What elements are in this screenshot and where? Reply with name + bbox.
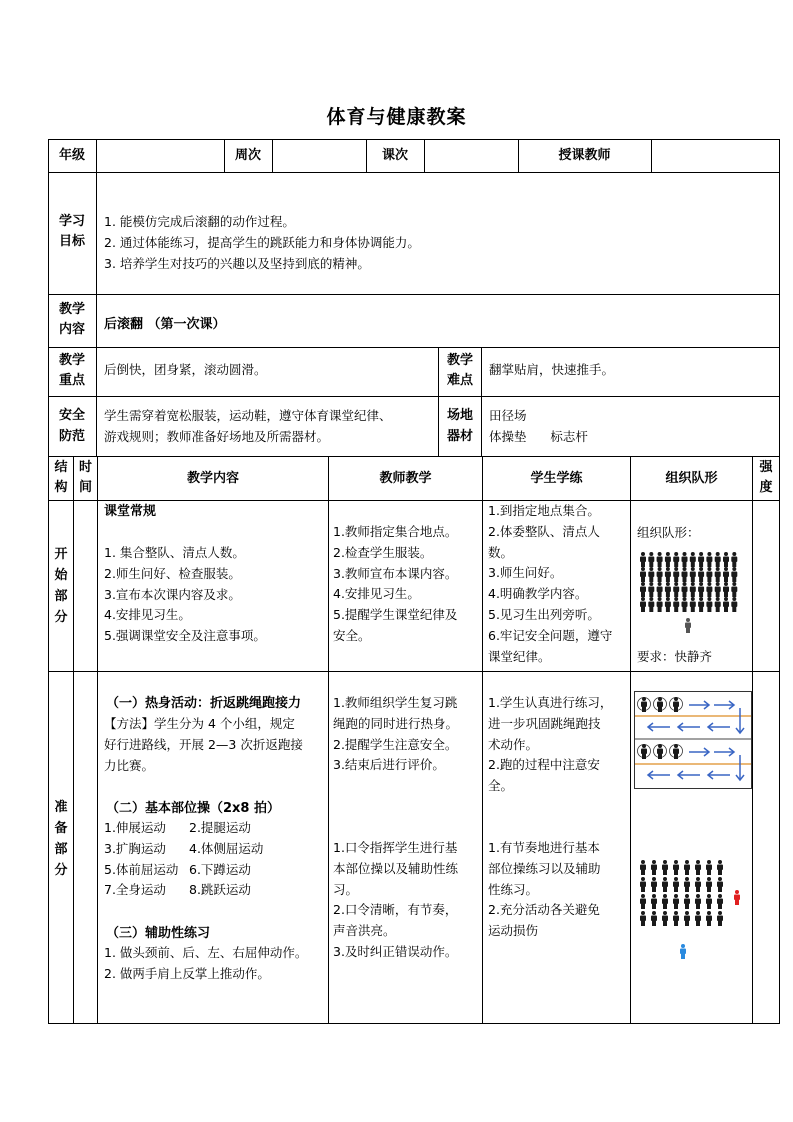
list-item: 性练习。 <box>488 881 539 897</box>
venue-line: 田径场 <box>489 408 527 423</box>
teacher-icon <box>734 890 740 905</box>
list-item: 2.跑的过程中注意安 <box>488 757 600 773</box>
start-formation-diagram <box>638 550 748 640</box>
list-item: 2.师生问好、检查服装。 <box>104 565 241 581</box>
header-char: 强 <box>759 460 773 475</box>
list-item: 1. 集合整队、清点人数。 <box>104 545 245 560</box>
list-item: 2.充分活动各关避免 <box>488 902 600 918</box>
col-line <box>96 172 97 456</box>
list-item: 1. 能模仿完成后滚翻的动作过程。 <box>104 214 295 229</box>
teacher-icon <box>685 618 691 633</box>
col-line <box>328 456 329 1023</box>
student-icon <box>706 894 712 909</box>
student-icon <box>673 582 679 597</box>
student-icon <box>648 567 654 582</box>
list-item: 习。 <box>333 881 359 897</box>
student-icon <box>640 877 646 892</box>
student-icon <box>717 877 723 892</box>
difficulty-label-line: 难点 <box>446 373 473 388</box>
student-icon <box>640 911 646 926</box>
col-line <box>424 139 425 172</box>
header-char: 时 <box>78 460 92 475</box>
exercise-item: 4.体侧屈运动 <box>189 840 264 856</box>
student-icon <box>731 552 737 567</box>
list-item: 5.见习生出列旁听。 <box>488 606 600 622</box>
list-item: 进一步巩固跳绳跑技 <box>488 715 601 731</box>
key-points-value: 后倒快，团身紧，滚动圆滑。 <box>104 362 267 377</box>
exercise-item: 2.提腿运动 <box>189 820 251 835</box>
list-item: 2.口令清晰，有节奏， <box>333 902 458 918</box>
list-item: 绳跑的同时进行热身。 <box>333 715 459 731</box>
list-item: 4.安排见习生。 <box>333 586 420 602</box>
student-icon <box>651 877 657 892</box>
prep-section-label <box>53 797 69 881</box>
start-content-title: 课堂常规 <box>104 504 157 519</box>
student-icon <box>717 860 723 875</box>
student-icon <box>723 567 729 582</box>
objectives-list <box>104 212 420 274</box>
student-icon <box>706 860 712 875</box>
start-teacher-list <box>333 522 457 647</box>
list-item: 课堂纪律。 <box>488 648 551 664</box>
content-label-line: 教学 <box>58 302 85 317</box>
safety-text <box>104 405 392 447</box>
row-line <box>48 294 780 295</box>
student-icon <box>723 597 729 612</box>
student-icon <box>662 911 668 926</box>
student-icon <box>731 567 737 582</box>
venue-label <box>439 405 481 447</box>
start-student-list <box>488 501 612 667</box>
list-item: 安全。 <box>333 627 371 643</box>
relay-diagram <box>634 691 752 789</box>
list-item: 4.安排见习生。 <box>104 607 191 623</box>
student-icon <box>706 582 712 597</box>
start-section-label <box>53 544 69 628</box>
list-item: 2. 做两手肩上反掌上推动作。 <box>104 965 270 981</box>
student-icon <box>662 877 668 892</box>
student-icon <box>690 582 696 597</box>
objectives-label <box>50 212 94 252</box>
student-icon <box>706 911 712 926</box>
list-item: 3.教师宣布本课内容。 <box>333 565 458 581</box>
list-item: 3.师生问好。 <box>488 565 563 581</box>
page-title: 体育与健康教案 <box>326 106 467 128</box>
content-value: 后滚翻 （第一次课） <box>104 317 226 332</box>
header-time <box>74 458 97 498</box>
formation-label: 组织队形： <box>637 525 700 540</box>
student-icon <box>673 597 679 612</box>
list-item: 1.到指定地点集合。 <box>488 503 600 518</box>
student-icon <box>695 860 701 875</box>
exercise-row <box>104 860 263 881</box>
list-item: 3.结束后进行评价。 <box>333 757 445 773</box>
student-icon <box>662 894 668 909</box>
warmup-line: 力比赛。 <box>104 757 155 773</box>
header-formation: 组织队形 <box>665 471 718 486</box>
student-icon <box>657 552 663 567</box>
student-icon <box>651 911 657 926</box>
grade-label: 年级 <box>58 148 85 163</box>
venue-line: 体操垫 标志杆 <box>489 429 588 444</box>
header-student: 学生学练 <box>530 471 583 486</box>
row-line-top <box>48 139 780 140</box>
student-icon <box>682 582 688 597</box>
difficulty-label-line: 教学 <box>446 353 473 368</box>
student-icon <box>640 567 646 582</box>
list-item: 3. 培养学生对技巧的兴趣以及坚持到底的精神。 <box>104 255 370 271</box>
list-item: 4.明确教学内容。 <box>488 586 588 602</box>
venue-text <box>489 405 588 447</box>
student-icon <box>640 582 646 597</box>
header-intensity <box>753 458 779 498</box>
student-icon <box>690 567 696 582</box>
list-item: 1.教师指定集合地点。 <box>333 524 458 539</box>
content-label <box>50 300 94 340</box>
exercise-row <box>104 839 263 860</box>
student-icon <box>731 597 737 612</box>
student-icon <box>673 552 679 567</box>
prep-student-list-b <box>488 838 601 942</box>
safety-label-line: 防范 <box>58 429 85 444</box>
student-icon <box>665 582 671 597</box>
student-icon <box>673 894 679 909</box>
student-icon <box>698 567 704 582</box>
exercise-row <box>104 818 263 839</box>
warmup-lines <box>104 714 303 776</box>
row-line <box>48 671 780 672</box>
list-item: 1. 做头颈前、后、左、右屈伸动作。 <box>104 945 308 960</box>
section-char: 分 <box>54 610 68 625</box>
row-line <box>48 456 780 457</box>
header-content: 教学内容 <box>186 471 239 486</box>
col-line <box>752 456 753 1023</box>
warmup-title: （一）热身活动：折返跳绳跑接力 <box>106 696 302 711</box>
col-line <box>96 139 97 172</box>
venue-label-line: 场地 <box>446 408 473 423</box>
student-icon <box>684 911 690 926</box>
student-icon <box>698 582 704 597</box>
section-char: 始 <box>54 568 68 583</box>
list-item: 1.教师组织学生复习跳 <box>333 695 458 710</box>
student-icon <box>731 582 737 597</box>
relay-frame <box>635 692 752 789</box>
student-icon <box>684 877 690 892</box>
student-icon <box>682 597 688 612</box>
difficulty-value: 翻掌贴肩，快速推手。 <box>489 362 615 377</box>
student-icon <box>695 877 701 892</box>
student-icon <box>715 552 721 567</box>
col-line <box>630 456 631 1023</box>
student-icon <box>665 552 671 567</box>
student-icon <box>715 582 721 597</box>
student-icon <box>695 894 701 909</box>
student-icon <box>662 860 668 875</box>
lesson-label: 课次 <box>381 148 408 163</box>
exercise-item: 3.扩胸运动 <box>104 840 166 856</box>
safety-label <box>50 405 94 447</box>
exercise-item: 5.体前屈运动 <box>104 861 179 877</box>
student-icon <box>690 552 696 567</box>
exercise-row <box>104 880 263 901</box>
student-icon <box>706 597 712 612</box>
student-icon <box>684 860 690 875</box>
list-item: 1.有节奏地进行基本 <box>488 840 600 855</box>
prep-teacher-list-b <box>333 838 458 963</box>
header-teacher: 教师教学 <box>379 471 432 486</box>
list-item: 术动作。 <box>488 736 539 752</box>
header-structure <box>50 458 72 498</box>
prep-teacher-list-a <box>333 693 458 776</box>
aux-list <box>104 943 307 985</box>
student-icon <box>684 894 690 909</box>
student-icon <box>640 597 646 612</box>
week-label: 周次 <box>234 148 261 163</box>
student-icon <box>640 860 646 875</box>
list-item: 1.学生认真进行练习， <box>488 695 613 710</box>
safety-line: 游戏规则；教师准备好场地及所需器材。 <box>104 429 330 444</box>
student-icon <box>651 894 657 909</box>
warmup-line: 【方法】学生分为 4 个小组，规定 <box>104 716 295 731</box>
key-points-label <box>50 351 94 391</box>
difficulty-label <box>439 351 481 391</box>
student-icon <box>698 552 704 567</box>
teacher-label: 授课教师 <box>558 148 611 163</box>
list-item: 2.检查学生服装。 <box>333 544 433 560</box>
student-icon <box>665 567 671 582</box>
table-border-right <box>779 139 780 1024</box>
student-icon <box>706 552 712 567</box>
row-line <box>48 172 780 173</box>
list-item: 本部位操以及辅助性练 <box>333 860 459 876</box>
list-item: 全。 <box>488 778 514 794</box>
table-border-left <box>48 139 49 1024</box>
key-points-label-line: 教学 <box>58 353 85 368</box>
student-icon <box>640 894 646 909</box>
student-icon <box>706 877 712 892</box>
student-icon <box>673 911 679 926</box>
list-item: 部位操练习以及辅助 <box>488 860 601 876</box>
list-item: 数。 <box>488 544 514 560</box>
safety-label-line: 安全 <box>58 408 85 423</box>
student-icon <box>717 911 723 926</box>
header-char: 构 <box>54 480 68 495</box>
exercise-title: （二）基本部位操（2x8 拍） <box>106 801 281 816</box>
student-icon <box>706 567 712 582</box>
objectives-label-line: 学习 <box>58 214 85 229</box>
list-item: 6.牢记安全问题，遵守 <box>488 627 613 643</box>
exercise-item: 1.伸展运动 <box>104 820 166 835</box>
list-item: 5.提醒学生课堂纪律及 <box>333 607 458 623</box>
student-icon <box>723 582 729 597</box>
row-line-bottom <box>48 1023 780 1024</box>
student-icon <box>657 597 663 612</box>
list-item: 3.宣布本次课内容及求。 <box>104 586 241 602</box>
section-char: 备 <box>54 821 68 836</box>
section-char: 分 <box>54 863 68 878</box>
col-line <box>272 139 273 172</box>
exercise-item: 6.下蹲运动 <box>189 861 251 877</box>
list-item: 声音洪亮。 <box>333 923 396 939</box>
student-icon <box>648 597 654 612</box>
student-icon <box>690 597 696 612</box>
venue-label-line: 器材 <box>446 429 473 444</box>
student-icon <box>648 552 654 567</box>
student-icon <box>682 552 688 567</box>
warmup-line: 好行进路线，开展 2—3 次折返跑接 <box>104 736 303 752</box>
key-points-label-line: 重点 <box>58 373 85 388</box>
exercise-grid <box>104 818 263 901</box>
student-icon <box>657 567 663 582</box>
student-icon <box>698 597 704 612</box>
student-icon <box>717 894 723 909</box>
student-icon <box>640 552 646 567</box>
student-icon <box>651 860 657 875</box>
header-char: 结 <box>54 460 68 475</box>
start-content-list <box>104 543 266 647</box>
list-item: 2. 通过体能练习，提高学生的跳跃能力和身体协调能力。 <box>104 234 420 250</box>
row-line <box>48 396 780 397</box>
list-item: 2.提醒学生注意安全。 <box>333 736 458 752</box>
exercise-item: 8.跳跃运动 <box>189 882 251 898</box>
student-icon <box>673 877 679 892</box>
list-item: 2.体委整队、清点人 <box>488 523 600 539</box>
student-icon <box>715 567 721 582</box>
col-line <box>97 456 98 1023</box>
student-icon <box>723 552 729 567</box>
col-line <box>481 347 482 456</box>
safety-line: 学生需穿着宽松服装，运动鞋，遵守体育课堂纪律、 <box>104 408 392 423</box>
row-line <box>48 500 780 501</box>
student-icon <box>673 567 679 582</box>
objectives-label-line: 目标 <box>58 234 85 249</box>
student-icon <box>665 597 671 612</box>
student-icon <box>673 860 679 875</box>
student-icon <box>682 567 688 582</box>
formation-requirement: 要求：快静齐 <box>637 649 713 664</box>
list-item: 1.口令指挥学生进行基 <box>333 840 458 855</box>
header-char: 间 <box>78 480 92 495</box>
col-line <box>482 456 483 1023</box>
exercise-formation-diagram <box>636 858 751 963</box>
col-line <box>73 456 74 1023</box>
list-item: 5.强调课堂安全及注意事项。 <box>104 628 266 644</box>
list-item: 3.及时纠正错误动作。 <box>333 943 458 959</box>
row-line <box>48 347 780 348</box>
section-char: 准 <box>54 800 68 815</box>
section-char: 部 <box>54 589 68 604</box>
student-icon <box>715 597 721 612</box>
aux-title: （三）辅助性练习 <box>106 926 211 941</box>
student-icon <box>695 911 701 926</box>
header-char: 度 <box>759 480 773 495</box>
teacher-icon <box>680 944 686 959</box>
student-icon <box>657 582 663 597</box>
list-item: 运动损伤 <box>488 923 539 939</box>
content-label-line: 内容 <box>58 322 85 337</box>
col-line <box>651 139 652 172</box>
prep-student-list-a <box>488 693 612 797</box>
section-char: 开 <box>54 547 68 562</box>
section-char: 部 <box>54 842 68 857</box>
exercise-item: 7.全身运动 <box>104 882 166 898</box>
student-icon <box>648 582 654 597</box>
